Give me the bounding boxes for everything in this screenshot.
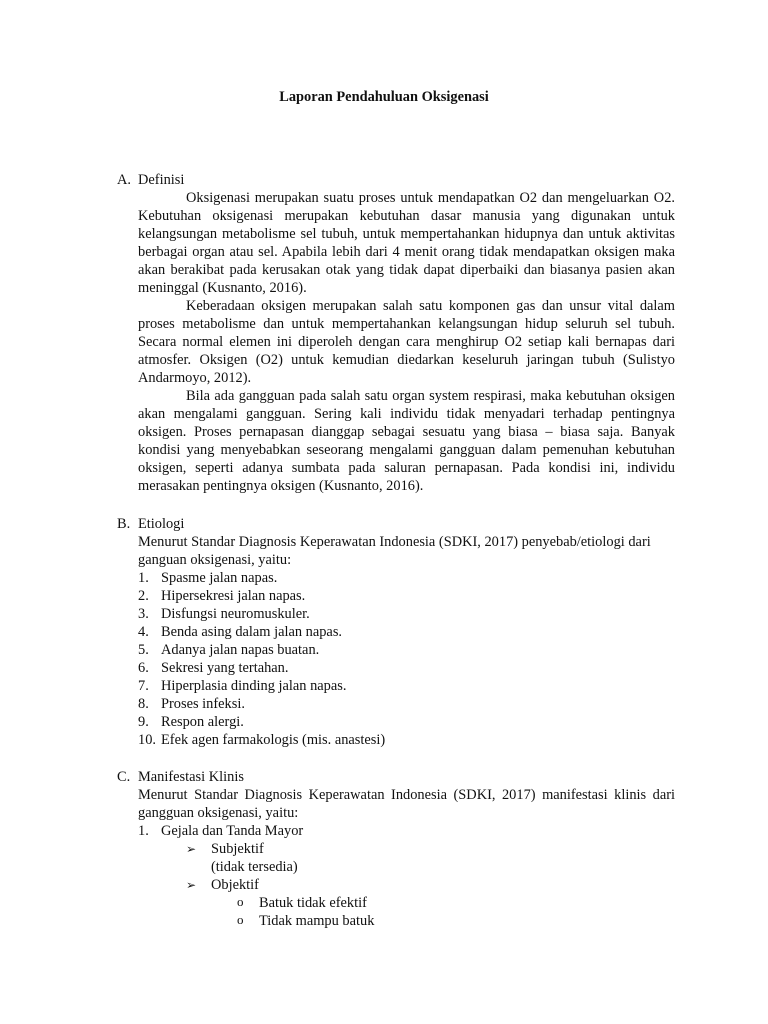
section-letter: C. xyxy=(117,769,131,785)
objektif-item: ➢ Objektif xyxy=(186,877,259,893)
list-item: 1. Gejala dan Tanda Mayor xyxy=(138,823,304,839)
section-letter: B. xyxy=(117,516,131,532)
section-intro: Menurut Standar Diagnosis Keperawatan Indonesia (SDKI, 2017) penyebab/etiologi dari ganguan oksigenasi, yaitu: xyxy=(138,534,651,568)
arrow-bullet-icon: ➢ xyxy=(186,878,197,892)
list-item: 1. Spasme jalan napas. xyxy=(138,570,278,586)
bullet-item: o Batuk tidak efektif xyxy=(237,894,367,911)
bullet-item: o Tidak mampu batuk xyxy=(237,912,375,929)
list-item: 9. Respon alergi. xyxy=(138,714,244,730)
list-item: 2. Hipersekresi jalan napas. xyxy=(138,588,306,604)
arrow-bullet-icon: ➢ xyxy=(186,842,197,856)
subjektif-item: ➢ Subjektif xyxy=(186,841,264,857)
section-heading xyxy=(117,768,675,786)
section-title: Definisi xyxy=(138,172,185,188)
section-intro: Menurut Standar Diagnosis Keperawatan Indonesia (SDKI, 2017) manifestasi klinis dari gangguan oksigenasi, yaitu: xyxy=(138,787,675,821)
list-item: 8. Proses infeksi. xyxy=(138,696,245,712)
list-item: 3. Disfungsi neuromuskuler. xyxy=(138,606,310,622)
manifestasi-list xyxy=(138,822,675,840)
section-title: Etiologi xyxy=(138,516,185,532)
circle-bullet-icon: o xyxy=(237,912,244,927)
list-item: 7. Hiperplasia dinding jalan napas. xyxy=(138,678,347,694)
section-letter: A. xyxy=(117,172,131,188)
circle-bullet-icon: o xyxy=(237,894,244,909)
section-title: Manifestasi Klinis xyxy=(138,769,244,785)
subjektif-note: (tidak tersedia) xyxy=(211,859,298,875)
list-item: 5. Adanya jalan napas buatan. xyxy=(138,642,320,658)
section-etiologi xyxy=(117,515,675,749)
paragraph: Bila ada gangguan pada salah satu organ system respirasi, maka kebutuhan oksigen akan mengalami gangguan. Sering kali individu tidak menyadari terhadap pentingnya oksigen. Proses pernapasan dianggap sebagai sesuatu yang biasa – biasa saja. Banyak kondisi yang menyebabkan seseorang mengalami gangguan dalam pemenuhan kebutuhan oksigen, seperti adanya sumbata pada saluran pernapasan. Pada kondisi ini, individu merasakan pentingnya oksigen (Kusnanto, 2016). xyxy=(138,388,675,494)
paragraph: Oksigenasi merupakan suatu proses untuk mendapatkan O2 dan mengeluarkan O2. Kebutuhan oksigenasi merupakan kebutuhan dasar manusia yang digunakan untuk kelangsungan metabolisme sel tubuh, untuk mempertahankan hidupnya dan untuk aktivitas berbagai organ atau sel. Apabila lebih dari 4 menit orang tidak mendapatkan oksigen maka akan berakibat pada kerusakan otak yang tidak dapat diperbaiki dan biasanya pasien akan meninggal (Kusnanto, 2016). xyxy=(138,190,675,296)
sub-list xyxy=(186,840,675,930)
section-heading xyxy=(117,171,675,189)
section-definisi xyxy=(117,171,675,495)
section-heading xyxy=(117,515,675,533)
list-item: 10. Efek agen farmakologis (mis. anastesi) xyxy=(138,732,386,748)
list-item: 6. Sekresi yang tertahan. xyxy=(138,660,289,676)
list-item: 4. Benda asing dalam jalan napas. xyxy=(138,624,343,640)
section-manifestasi-klinis xyxy=(117,768,675,930)
paragraph: Keberadaan oksigen merupakan salah satu komponen gas dan unsur vital dalam proses metabolisme dan untuk mempertahankan kelangsungan hidup seluruh sel tubuh. Secara normal elemen ini diperoleh dengan cara menghirup O2 setiap kali bernapas dari atmosfer. Oksigen (O2) untuk kemudian diedarkan keseluruh jaringan tubuh (Sulistyo Andarmoyo, 2012). xyxy=(138,298,675,386)
etiologi-list xyxy=(138,569,675,749)
document-title: Laporan Pendahuluan Oksigenasi xyxy=(279,89,489,105)
